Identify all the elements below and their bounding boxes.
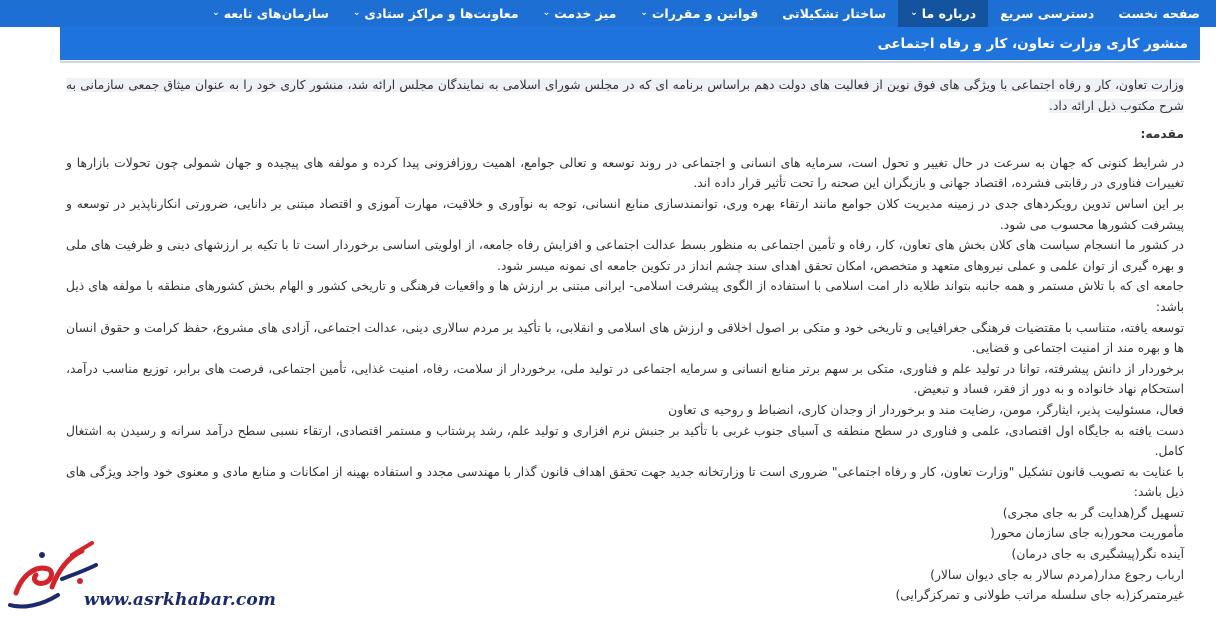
nav-item-6[interactable]: [341, 0, 531, 27]
nav-item-2[interactable]: [898, 0, 988, 27]
paragraph: در شرایط کنونی که جهان به سرعت در حال تغییر و تحول است، سرمایه های انسانی و اجتماعی در روند توسعه و تعالی جوامع، اهمیت روزافزونی پیدا کرده و مولفه های پیچیده و جهان شمولی چون تحولات بازارها و تغییرات فناوری در رقابتی فشرده، اقتصاد جهانی و بازیگران این صحنه را تحت تأثیر قرار داده اند.: [66, 155, 1184, 191]
nav-item-7[interactable]: [200, 0, 341, 27]
paragraph: بر این اساس تدوین رویکردهای جدی در زمینه مدیریت کلان جوامع مانند ارتقاء بهره وری، توانمندسازی منابع انسانی، توجه به نوآوری و خلاقیت، مهارت آموزی و اقتصاد مبتنی بر دانایی، ضرورتی انکارناپذیر در توسعه و پیشرفت کشورها محسوب می شود.: [66, 196, 1184, 232]
paragraph: برخوردار از دانش پیشرفته، توانا در تولید علم و فناوری، متکی بر سهم برتر منابع انسانی و سرمایه اجتماعی در تولید ملی، برخوردار از سلامت، رفاه، امنیت غذایی، تأمین اجتماعی، فرصت های برابر، توزیع مناسب درآمد، استحکام نهاد خانواده و به دور از فقر، فساد و تبعیض.: [66, 361, 1184, 397]
chevron-down-icon: ⌄: [352, 8, 361, 18]
nav-item-3[interactable]: [770, 0, 898, 27]
paragraph: دست یافته به جایگاه اول اقتصادی، علمی و فناوری در سطح منطقه ی آسیای جنوب غربی با تأکید بر جنبش نرم افزاری و تولید علم، رشد پرشتاب و مستمر اقتصادی، ارتقاء نسبی سطح درآمد سرانه و رسیدن به اشتغال کامل.: [66, 423, 1184, 459]
nav-item-label: سازمان‌های تابعه: [223, 6, 329, 21]
nav-item-label: میز خدمت: [554, 6, 617, 21]
intro-paragraph: وزارت تعاون، کار و رفاه اجتماعی با ویژگی های فوق نوین از فعالیت های دولت دهم براساس برنامه ای که در مجلس شورای اسلامی به نمایندگان مجلس ارائه شد، منشور کاری خود را به عنوان میثاق جمعی سازمانی به شرح مکتوب ذیل ارائه داد.: [66, 78, 1184, 113]
paragraph: با عنایت به تصویب قانون تشکیل "وزارت تعاون، کار و رفاه اجتماعی" ضروری است تا وزارتخانه جدید جهت تحقق اهداف قانون گذار با مهندسی مجدد و استفاده بهینه از امکانات و منابع مادی و معنوی خود واجد ویژگی های ذیل باشد:: [66, 464, 1184, 500]
list-item: آینده نگر(پیشگیری به جای درمان): [1011, 547, 1184, 562]
site-watermark: [2, 535, 277, 617]
intro-block: [66, 75, 1184, 116]
watermark-url: www.asrkhabar.com: [84, 590, 277, 610]
paragraph: در کشور ما انسجام سیاست های کلان بخش های تعاون، کار، رفاه و تأمین اجتماعی به منظور بسط عدالت اجتماعی و افزایش رفاه جامعه، از اولویتی اساسی برخوردار است تا با تکیه بر ارزشهای دینی و ظرفیت های ملی و بهره گیری از توان علمی و عملی نیروهای متعهد و متخصص، امکان تحقق اهدای سند چشم انداز در تکوین جامعه ای نمونه میسر شود.: [66, 238, 1184, 273]
nav-item-label: دسترسی سریع: [1000, 6, 1095, 21]
list-item: غیرمتمرکز(به جای سلسله مراتب طولانی و تمرکزگرایی): [895, 588, 1184, 603]
nav-item-0[interactable]: [1106, 0, 1212, 27]
nav-item-label: قوانین و مقررات: [651, 6, 759, 21]
paragraph: جامعه ای که با تلاش مستمر و همه جانبه بتواند طلایه دار امت اسلامی با استفاده از الگوی پیشرفت اسلامی- ایرانی مبتنی بر ارزش ها و واقعیات فرهنگی و تاریخی کشور و الهام بخش کشورهای منطقه با مولفه های ذیل باشد:: [66, 279, 1184, 314]
page-title: منشور کاری وزارت تعاون، کار و رفاه اجتماعی: [60, 27, 1200, 60]
nav-item-5[interactable]: [531, 0, 629, 27]
nav-item-label: ساختار تشکیلاتی: [782, 6, 887, 21]
paragraph: توسعه یافته، متناسب با مقتضیات فرهنگی جغرافیایی و تاریخی خود و متکی بر اصول اخلاقی و ارزش های اسلامی و انقلابی، با تأکید بر مردم سالاری دینی، عدالت اجتماعی، آزادی های مشروع، حفظ کرامت و حقوق انسان ها و بهره مند از امنیت اجتماعی و قضایی.: [66, 320, 1184, 356]
article-container: [60, 27, 1200, 618]
nav-item-label: معاونت‌ها و مراکز ستادی: [364, 6, 519, 21]
list-item: تسهیل گر(هدایت گر به جای مجری): [1002, 505, 1184, 520]
list-item: مأموریت محور(به جای سازمان محور(: [990, 526, 1184, 541]
list-item: ارباب رجوع مدار(مردم سالار به جای دیوان سالار): [930, 567, 1184, 582]
paragraph: فعال، مسئولیت پذیر، ایثارگر، مومن، رضایت مند و برخوردار از وجدان کاری، انضباط و روحیه ی تعاون: [668, 402, 1184, 417]
chevron-down-icon: ⌄: [910, 8, 918, 18]
chevron-down-icon: ⌄: [212, 8, 220, 18]
chevron-down-icon: ⌄: [542, 8, 551, 18]
article-body: [60, 63, 1200, 606]
paragraph-list: [66, 153, 1184, 503]
section-heading: مقدمه:: [1140, 127, 1184, 142]
nav-item-1[interactable]: [988, 0, 1106, 27]
main-navbar: [0, 0, 1216, 27]
nav-item-4[interactable]: [628, 0, 770, 27]
nav-item-label: درباره ما: [921, 6, 977, 21]
nav-item-label: صفحه نخست: [1118, 6, 1200, 21]
chevron-down-icon: ⌄: [640, 8, 648, 18]
